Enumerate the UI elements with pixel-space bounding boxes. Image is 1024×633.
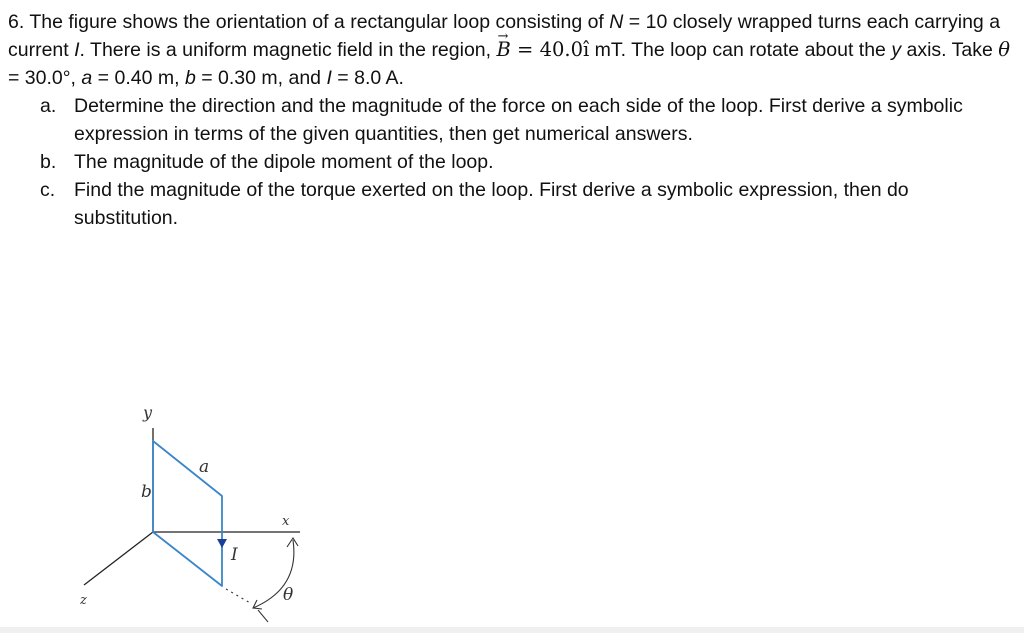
value-N: = 10 closely wrapped turns each carrying a current — [8, 11, 1001, 61]
value-a: = 0.40 m, — [92, 67, 180, 89]
symbol-y-axis: y — [891, 39, 902, 61]
label-y: y — [143, 403, 153, 422]
part-text: The magnitude of the dipole moment of the loop. — [74, 151, 494, 173]
value-I: = 8.0 A. — [331, 67, 404, 89]
current-loop — [153, 441, 222, 586]
symbol-a: a — [81, 67, 93, 89]
current-arrow-icon — [217, 539, 227, 548]
symbol-N: N — [609, 11, 624, 33]
symbol-I: I — [74, 39, 80, 61]
symbol-I-2: I — [326, 67, 332, 89]
unit-B: mT. The loop can rotate about the — [589, 39, 886, 61]
z-axis — [84, 532, 153, 585]
symbol-b: b — [184, 67, 196, 89]
value-B: = 40.0î — [510, 38, 590, 61]
value-b: = 0.30 m, and — [195, 67, 322, 89]
label-a: a — [199, 457, 210, 477]
problem-number: 6. — [8, 11, 25, 33]
bottom-band — [0, 627, 1024, 633]
label-b: b — [141, 482, 152, 502]
part-letter: b. — [40, 151, 57, 173]
part-text: Determine the direction and the magnitude of the force on each side of the loop. First derive a symbolic expression in terms of the given quantities, then get numerical answers. — [74, 95, 963, 145]
label-z: z — [80, 593, 87, 608]
label-x: x — [282, 514, 290, 529]
label-current: I — [231, 545, 238, 565]
symbol-theta: θ — [998, 38, 1011, 61]
stem-text-3: axis. Take — [901, 39, 993, 61]
part-letter: a. — [40, 95, 57, 117]
angle-arc-arrowhead-top-icon — [287, 538, 298, 547]
label-theta: θ — [283, 585, 294, 605]
value-theta: = 30.0°, — [8, 67, 76, 89]
part-text: Find the magnitude of the torque exerted on the loop. First derive a symbolic expression, then do substitution. — [74, 179, 909, 229]
symbol-B-vector: → B — [497, 36, 511, 64]
part-letter: c. — [40, 179, 56, 201]
projection-tick — [258, 610, 268, 622]
stem-text-2: . There is a uniform magnetic field in the region, — [79, 39, 492, 61]
projection-line — [226, 589, 252, 604]
stem-text-1: The figure shows the orientation of a rectangular loop consisting of — [29, 11, 604, 33]
